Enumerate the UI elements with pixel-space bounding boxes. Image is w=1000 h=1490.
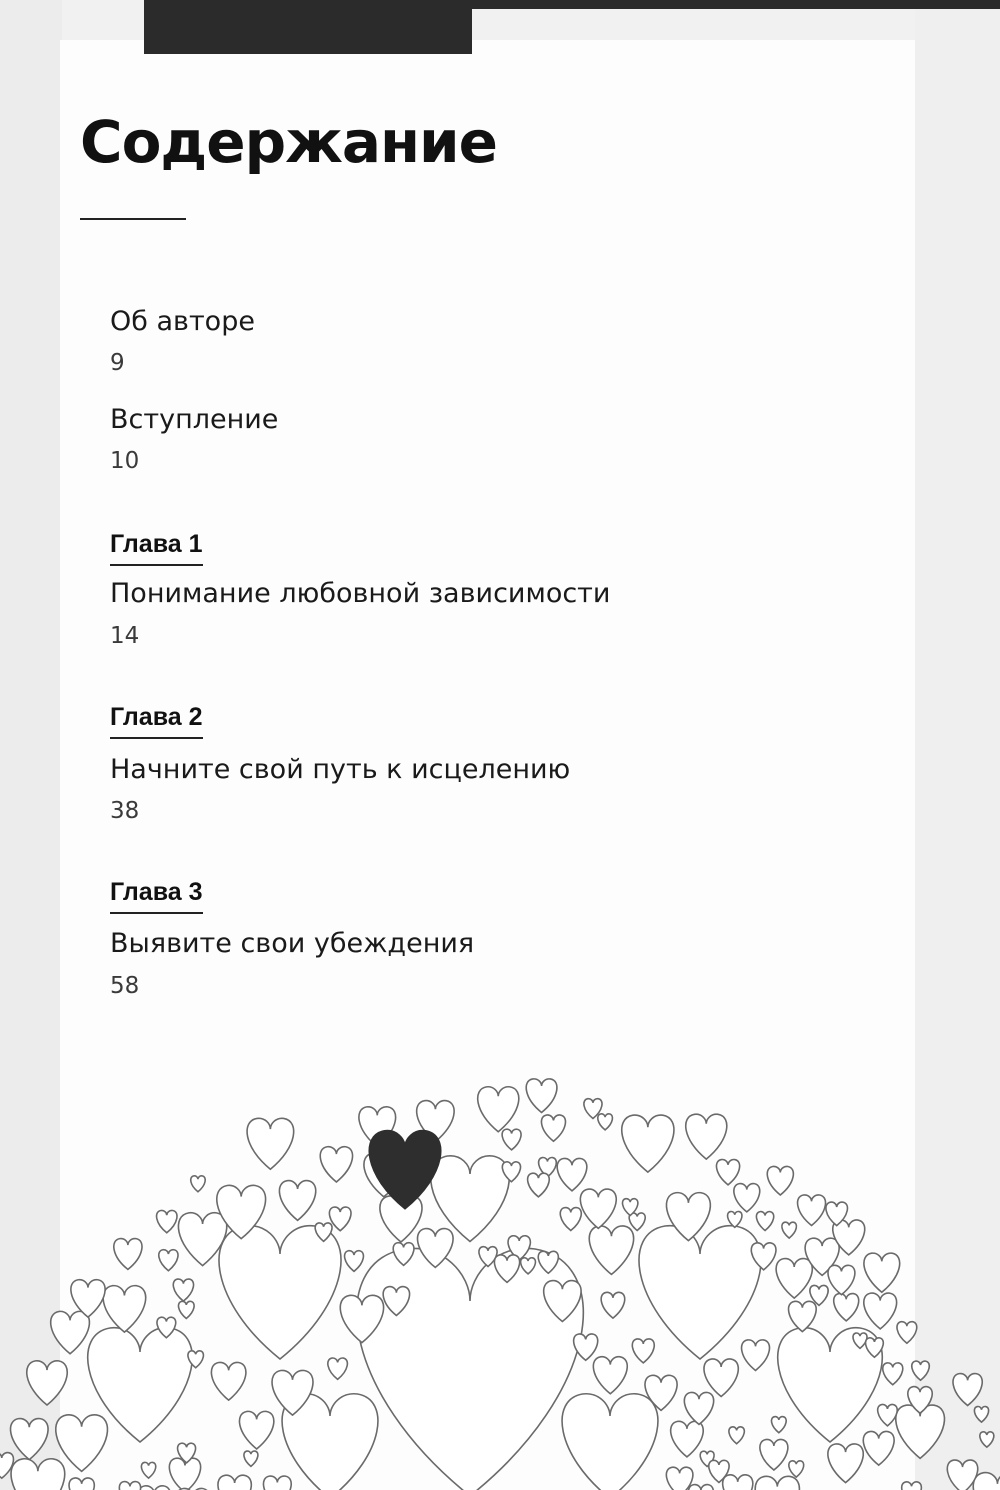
chapter-label-1: Глава 1 (110, 530, 203, 566)
heart-icon (734, 1184, 760, 1212)
filled-heart-icon (369, 1131, 440, 1209)
heart-icon (686, 1114, 727, 1159)
toc-entry-chapter-2[interactable]: Начните свой путь к исцелению (110, 754, 571, 785)
hearts-illustration (0, 1060, 1000, 1490)
chapter-label-2: Глава 2 (110, 703, 203, 739)
heart-icon (622, 1115, 674, 1172)
heart-icon (723, 1475, 753, 1490)
heart-icon (760, 1439, 788, 1470)
heart-icon (883, 1363, 903, 1385)
heart-icon (320, 1147, 352, 1182)
heart-icon (173, 1279, 193, 1301)
heart-icon (864, 1293, 897, 1329)
toc-page-number: 38 (110, 798, 140, 824)
heart-icon (798, 1195, 826, 1226)
toc-page-number: 10 (110, 448, 140, 474)
header-band-thin (472, 0, 1000, 9)
page-title: Содержание (80, 108, 498, 176)
toc-page-number: 14 (110, 623, 140, 649)
heart-icon (767, 1166, 793, 1195)
chapter-label-3: Глава 3 (110, 878, 203, 914)
heart-icon (789, 1461, 804, 1477)
header-band (144, 0, 472, 54)
heart-icon (716, 1160, 739, 1185)
heart-icon (574, 1334, 598, 1360)
heart-icon (159, 1250, 178, 1271)
heart-icon (897, 1322, 917, 1344)
heart-icon (247, 1118, 294, 1169)
heart-icon (593, 1357, 627, 1394)
heart-icon (980, 1432, 994, 1447)
heart-icon (69, 1478, 94, 1490)
heart-icon (478, 1087, 519, 1132)
heart-icon (219, 1226, 341, 1359)
heart-icon (756, 1212, 773, 1231)
heart-icon (742, 1340, 770, 1371)
heart-icon (191, 1176, 206, 1192)
heart-icon (878, 1404, 898, 1425)
heart-icon (974, 1407, 988, 1423)
heart-icon (828, 1265, 855, 1294)
heart-icon (863, 1431, 894, 1465)
heart-icon (598, 1114, 613, 1130)
heart-icon (562, 1394, 658, 1490)
heart-icon (502, 1129, 521, 1150)
heart-icon (589, 1226, 633, 1274)
heart-icon (279, 1181, 315, 1221)
heart-icon (560, 1208, 581, 1231)
heart-icon (119, 1482, 140, 1490)
heart-icon (103, 1286, 146, 1332)
toc-page-number: 9 (110, 350, 125, 376)
heart-icon (704, 1359, 738, 1397)
toc-entry-chapter-1[interactable]: Понимание любовной зависимости (110, 578, 611, 609)
heart-icon (689, 1485, 714, 1490)
heart-icon (601, 1292, 625, 1318)
heart-icon (789, 1301, 817, 1331)
heart-icon (902, 1482, 922, 1490)
heart-icon (666, 1467, 693, 1490)
toc-page-number: 58 (110, 973, 140, 999)
heart-icon (51, 1311, 90, 1353)
toc-entry-chapter-3[interactable]: Выявите свои убеждения (110, 928, 475, 959)
heart-icon (639, 1226, 761, 1359)
heart-icon (328, 1358, 348, 1379)
heart-icon (27, 1361, 67, 1405)
title-underline (80, 218, 186, 220)
heart-icon (771, 1417, 786, 1433)
heart-icon (263, 1476, 291, 1490)
heart-icon (776, 1259, 812, 1299)
heart-icon (244, 1451, 258, 1466)
toc-entry-introduction[interactable]: Вступление (110, 404, 279, 435)
heart-icon (632, 1339, 654, 1363)
heart-icon (953, 1374, 982, 1406)
heart-icon (239, 1411, 273, 1449)
heart-icon (729, 1427, 744, 1444)
heart-icon (56, 1415, 108, 1472)
heart-icon (528, 1173, 550, 1197)
heart-icon (218, 1475, 251, 1490)
toc-entry-about-author[interactable]: Об авторе (110, 306, 255, 337)
heart-icon (114, 1239, 142, 1270)
heart-icon (580, 1189, 616, 1228)
heart-icon (629, 1213, 645, 1231)
heart-icon (755, 1476, 799, 1490)
heart-icon (684, 1392, 713, 1424)
heart-icon (834, 1294, 859, 1321)
heart-icon (671, 1421, 704, 1457)
heart-icon (10, 1419, 48, 1460)
heart-icon (864, 1253, 900, 1292)
heart-icon (912, 1361, 930, 1380)
heart-icon (138, 1486, 171, 1490)
heart-icon (782, 1222, 797, 1238)
heart-icon (141, 1462, 155, 1478)
heart-icon (557, 1158, 587, 1190)
heart-icon (345, 1251, 364, 1272)
heart-icon (157, 1210, 177, 1232)
heart-icon (169, 1458, 200, 1490)
heart-icon (541, 1115, 565, 1141)
heart-icon (526, 1079, 557, 1113)
heart-icon (178, 1301, 194, 1318)
heart-icon (11, 1459, 65, 1490)
heart-icon (211, 1362, 246, 1400)
heart-icon (828, 1444, 863, 1483)
